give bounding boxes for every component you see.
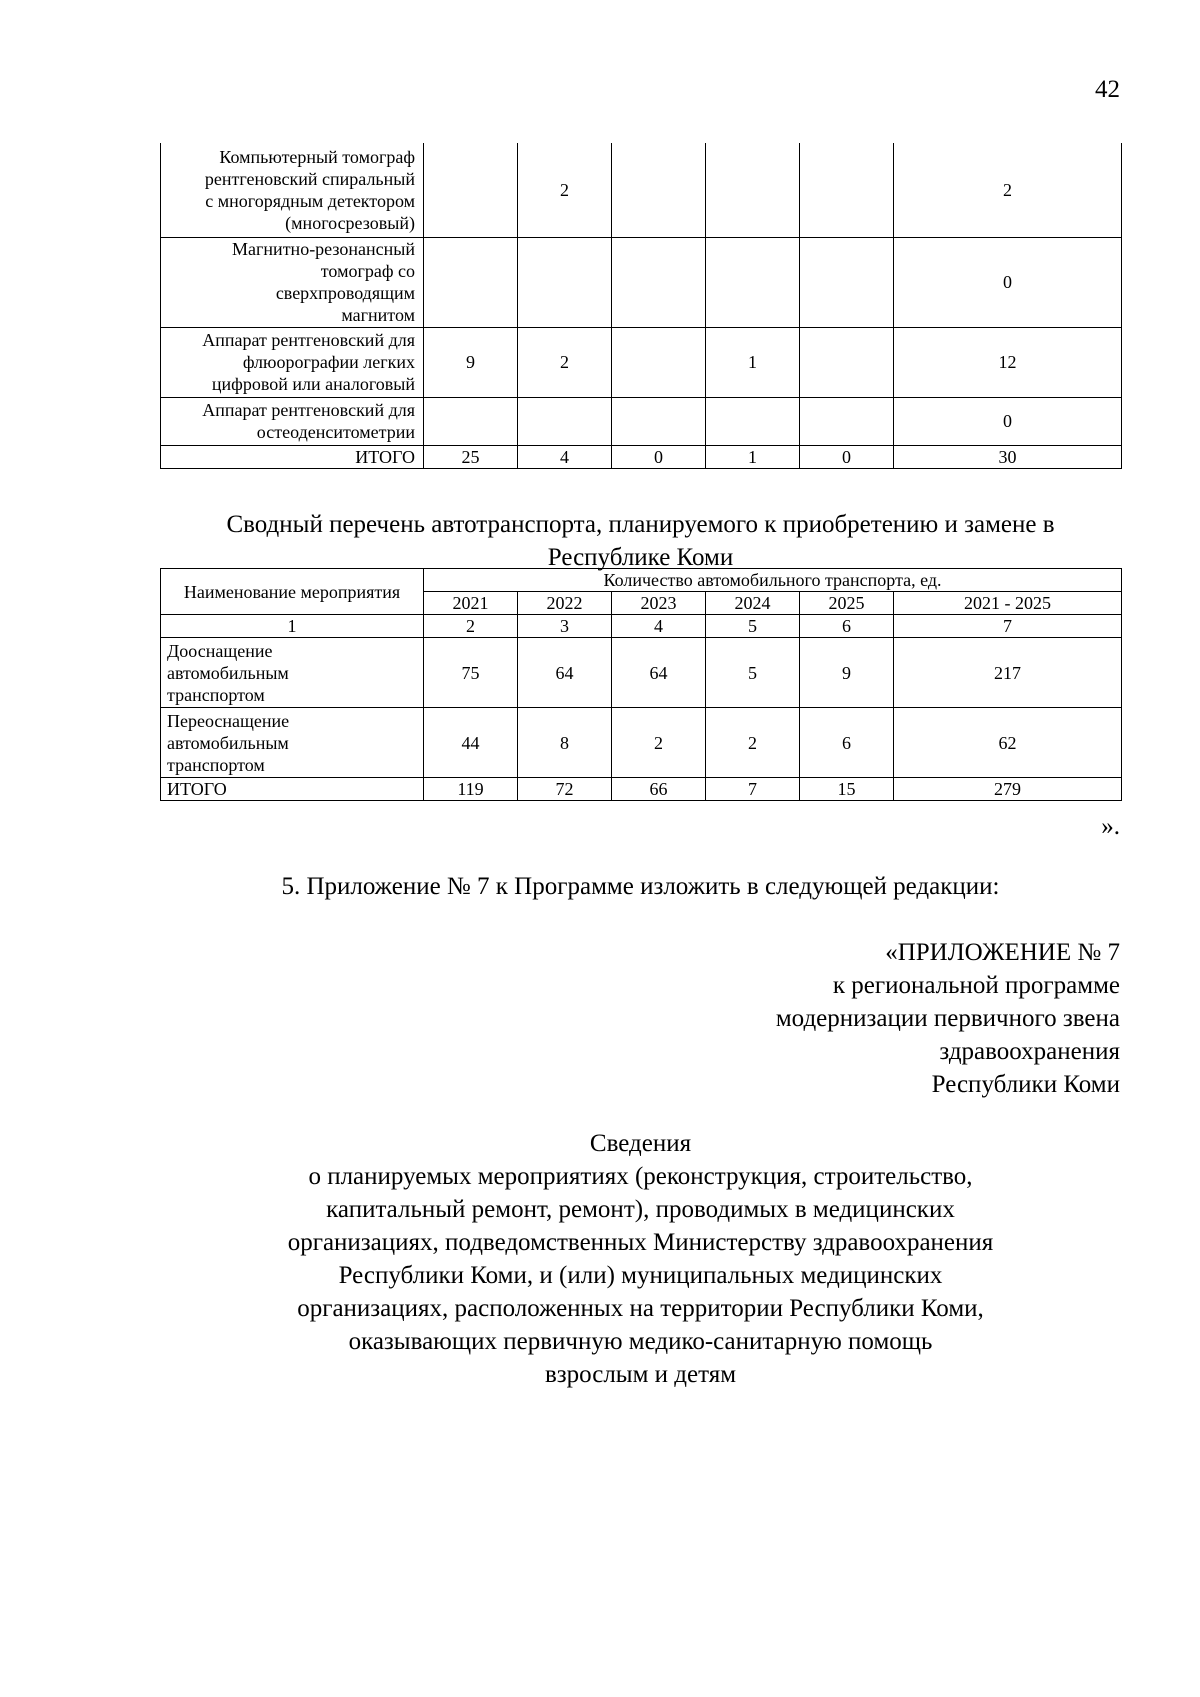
cell-value: 64 xyxy=(612,638,706,708)
cell-2021 xyxy=(424,143,518,237)
equipment-name xyxy=(161,327,424,397)
table-total-row xyxy=(161,445,1122,468)
total-label: ИТОГО xyxy=(161,445,424,468)
column-number: 6 xyxy=(800,615,894,638)
cell-2021: 9 xyxy=(424,327,518,397)
cell-value: 5 xyxy=(706,638,800,708)
cell-value: 75 xyxy=(424,638,518,708)
column-number: 5 xyxy=(706,615,800,638)
column-number: 7 xyxy=(894,615,1122,638)
svedenia-line: о планируемых мероприятиях (реконструкция, строительство, xyxy=(308,1163,973,1190)
cell-value: 6 xyxy=(800,708,894,778)
title-line: Сводный перечень автотранспорта, планируемого к приобретению и замене в xyxy=(226,511,1055,538)
cell-2025 xyxy=(800,327,894,397)
cell-value: 119 xyxy=(424,778,518,801)
svedenia-line: оказывающих первичную медико-санитарную помощь xyxy=(348,1328,933,1355)
cell-value: 66 xyxy=(612,778,706,801)
cell-2023 xyxy=(612,397,706,445)
page-number: 42 xyxy=(1095,76,1120,103)
cell-total: 0 xyxy=(894,237,1122,327)
year-header: 2022 xyxy=(518,592,612,615)
cell-2023 xyxy=(612,143,706,237)
auto-table xyxy=(160,568,1122,801)
column-number: 4 xyxy=(612,615,706,638)
cell-2024: 1 xyxy=(706,327,800,397)
cell-value: 8 xyxy=(518,708,612,778)
equipment-name xyxy=(161,143,424,237)
title-line: Республике Коми xyxy=(547,544,734,571)
table-row xyxy=(161,327,1122,397)
cell-value: 72 xyxy=(518,778,612,801)
equipment-name xyxy=(161,397,424,445)
equipment-name-line: остеоденситометрии xyxy=(256,422,415,442)
cell-total: 2 xyxy=(894,143,1122,237)
measure-name-line: транспортом xyxy=(167,754,265,775)
measure-name-line: Дооснащение xyxy=(167,640,273,661)
cell-2021 xyxy=(424,397,518,445)
equipment-name-line: рентгеновский спиральный xyxy=(204,168,415,189)
cell-2024: 1 xyxy=(706,445,800,468)
equipment-name-line: (многосрезовый) xyxy=(285,212,415,233)
cell-value: 217 xyxy=(894,638,1122,708)
equipment-name-line: сверхпроводящим xyxy=(275,283,415,303)
appendix-line: здравоохранения xyxy=(939,1038,1120,1065)
cell-2023 xyxy=(612,237,706,327)
cell-total: 30 xyxy=(894,445,1122,468)
header-name: Наименование мероприятия xyxy=(161,569,424,615)
cell-value: 2 xyxy=(612,708,706,778)
cell-2024 xyxy=(706,143,800,237)
auto-section-title xyxy=(160,508,1121,574)
cell-value: 7 xyxy=(706,778,800,801)
header-row xyxy=(161,569,1122,592)
cell-value: 279 xyxy=(894,778,1122,801)
year-header: 2025 xyxy=(800,592,894,615)
cell-2021 xyxy=(424,237,518,327)
total-label: ИТОГО xyxy=(161,778,424,801)
amendment-point-5: 5. Приложение № 7 к Программе изложить в следующей редакции: xyxy=(281,873,1000,900)
cell-2025 xyxy=(800,143,894,237)
cell-2024 xyxy=(706,237,800,327)
measure-name-line: автомобильным xyxy=(167,732,289,753)
cell-2023: 0 xyxy=(612,445,706,468)
cell-value: 62 xyxy=(894,708,1122,778)
cell-2022: 2 xyxy=(518,327,612,397)
cell-2022: 2 xyxy=(518,143,612,237)
year-header: 2024 xyxy=(706,592,800,615)
table-total-row xyxy=(161,778,1122,801)
measure-name-line: Переоснащение xyxy=(167,710,290,731)
svedenia-title: Сведения xyxy=(589,1130,692,1157)
cell-total: 0 xyxy=(894,397,1122,445)
equipment-name-line: с многорядным детектором xyxy=(205,190,415,211)
appendix-line: модернизации первичного звена xyxy=(775,1005,1120,1032)
cell-2021: 25 xyxy=(424,445,518,468)
svedenia-line: организациях, расположенных на территории Республики Коми, xyxy=(297,1295,984,1322)
measure-name-line: автомобильным xyxy=(167,662,289,683)
column-number: 3 xyxy=(518,615,612,638)
cell-2025: 0 xyxy=(800,445,894,468)
appendix-heading xyxy=(776,936,1120,1101)
closing-quote: ». xyxy=(1101,813,1120,840)
cell-2024 xyxy=(706,397,800,445)
cell-value: 64 xyxy=(518,638,612,708)
column-numbers-row xyxy=(161,615,1122,638)
cell-2022 xyxy=(518,237,612,327)
cell-total: 12 xyxy=(894,327,1122,397)
appendix-line: к региональной программе xyxy=(832,972,1120,999)
table-row xyxy=(161,143,1122,237)
equipment-name-line: магнитом xyxy=(341,305,415,325)
svedenia-block xyxy=(160,1127,1121,1391)
column-number: 1 xyxy=(161,615,424,638)
measure-name xyxy=(161,708,424,778)
table-row xyxy=(161,397,1122,445)
appendix-line: «ПРИЛОЖЕНИЕ № 7 xyxy=(885,939,1120,966)
equipment-name-line: Аппарат рентгеновский для xyxy=(202,400,415,420)
year-header: 2023 xyxy=(612,592,706,615)
table-row xyxy=(161,708,1122,778)
cell-2025 xyxy=(800,237,894,327)
svedenia-line: организациях, подведомственных Министерству здравоохранения xyxy=(287,1229,994,1256)
svedenia-line: капитальный ремонт, ремонт), проводимых в медицинских xyxy=(326,1196,955,1223)
equipment-name-line: флюорографии легких xyxy=(242,352,415,372)
column-number: 2 xyxy=(424,615,518,638)
cell-2022 xyxy=(518,397,612,445)
svedenia-line: взрослым и детям xyxy=(544,1361,737,1388)
equipment-table xyxy=(160,143,1122,469)
cell-value: 44 xyxy=(424,708,518,778)
equipment-name-line: Магнитно-резонансный xyxy=(232,239,415,259)
measure-name xyxy=(161,638,424,708)
equipment-name-line: цифровой или аналоговый xyxy=(211,374,415,394)
cell-2022: 4 xyxy=(518,445,612,468)
cell-value: 2 xyxy=(706,708,800,778)
header-group: Количество автомобильного транспорта, ед. xyxy=(424,569,1122,592)
equipment-name-line: Компьютерный томограф xyxy=(219,146,415,167)
equipment-name-line: томограф со xyxy=(320,261,415,281)
cell-value: 9 xyxy=(800,638,894,708)
year-header: 2021 xyxy=(424,592,518,615)
measure-name-line: транспортом xyxy=(167,684,265,705)
table-row xyxy=(161,638,1122,708)
cell-2023 xyxy=(612,327,706,397)
appendix-line: Республики Коми xyxy=(931,1071,1120,1098)
svedenia-line: Республики Коми, и (или) муниципальных медицинских xyxy=(338,1262,943,1289)
equipment-name-line: Аппарат рентгеновский для xyxy=(202,330,415,350)
table-row xyxy=(161,237,1122,327)
cell-value: 15 xyxy=(800,778,894,801)
year-header: 2021 - 2025 xyxy=(894,592,1122,615)
equipment-name xyxy=(161,237,424,327)
cell-2025 xyxy=(800,397,894,445)
